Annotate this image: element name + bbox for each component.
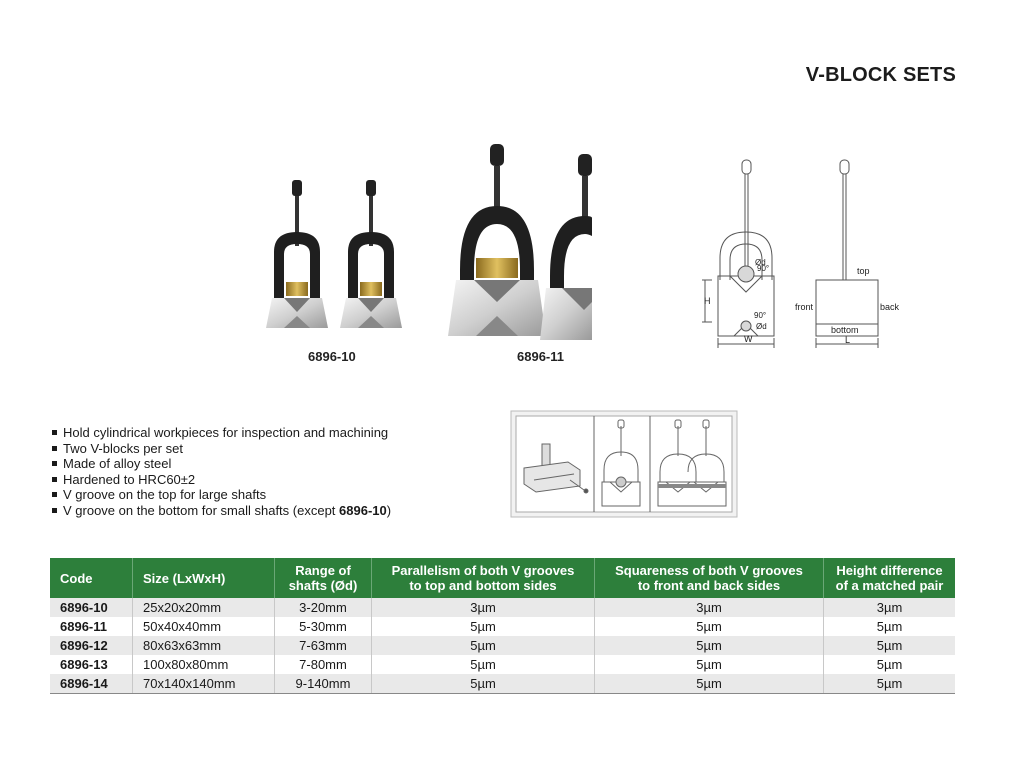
small-v-block-right [340, 180, 402, 328]
table-header-row [50, 558, 955, 598]
label-angle-bottom: 90° [754, 311, 767, 320]
header-height-diff: Height difference of a matched pair [824, 558, 956, 598]
cell-parallelism: 5µm [372, 674, 595, 694]
bullet-icon [52, 477, 57, 482]
table-row [50, 674, 955, 694]
table-row [50, 598, 955, 617]
cell-squareness: 5µm [595, 655, 824, 674]
cell-size: 25x20x20mm [133, 598, 275, 617]
cell-parallelism: 5µm [372, 636, 595, 655]
cell-height-diff: 5µm [824, 655, 956, 674]
label-h: H [704, 296, 711, 306]
feature-item: Hold cylindrical workpieces for inspection and machining [52, 425, 391, 441]
cell-size: 50x40x40mm [133, 617, 275, 636]
cell-range: 3-20mm [275, 598, 372, 617]
spec-table [50, 558, 955, 694]
page-title: V-BLOCK SETS [805, 64, 956, 86]
table-row [50, 636, 955, 655]
product-photos [262, 140, 592, 380]
usage-illustration [510, 410, 738, 518]
cell-code: 6896-10 [50, 598, 133, 617]
feature-item: Hardened to HRC60±2 [52, 472, 391, 488]
bullet-icon [52, 446, 57, 451]
header-range: Range of shafts (Ød) [275, 558, 372, 598]
feature-item: V groove on the top for large shafts [52, 487, 391, 503]
label-bottom: bottom [831, 325, 859, 335]
header-squareness: Squareness of both V grooves to front and back sides [595, 558, 824, 598]
cell-parallelism: 5µm [372, 655, 595, 674]
label-d-top: Ød [755, 258, 766, 267]
header-parallelism: Parallelism of both V grooves to top and bottom sides [372, 558, 595, 598]
cell-squareness: 5µm [595, 617, 824, 636]
label-front: front [795, 302, 814, 312]
feature-item: Two V-blocks per set [52, 441, 391, 457]
caption-6896-11: 6896-11 [517, 349, 564, 364]
bullet-icon [52, 492, 57, 497]
cell-squareness: 3µm [595, 598, 824, 617]
bullet-icon [52, 508, 57, 513]
cell-range: 7-80mm [275, 655, 372, 674]
header-size: Size (LxWxH) [133, 558, 275, 598]
cell-size: 80x63x63mm [133, 636, 275, 655]
cell-parallelism: 5µm [372, 617, 595, 636]
cell-code: 6896-12 [50, 636, 133, 655]
cell-code: 6896-11 [50, 617, 133, 636]
label-back: back [880, 302, 900, 312]
feature-list [52, 425, 391, 519]
cell-parallelism: 3µm [372, 598, 595, 617]
header-code: Code [50, 558, 133, 598]
label-w: W [744, 334, 753, 344]
dimension-diagram [700, 150, 920, 360]
small-v-block-left [266, 180, 328, 328]
cell-range: 9-140mm [275, 674, 372, 694]
cell-range: 5-30mm [275, 617, 372, 636]
label-angle-top: 90° [757, 264, 770, 273]
v-block-product-image [262, 140, 592, 380]
label-top: top [857, 266, 870, 276]
feature-item: V groove on the bottom for small shafts (except 6896-10) [52, 503, 391, 519]
label-l: L [845, 335, 851, 345]
large-v-block-right [540, 154, 592, 340]
table-row [50, 617, 955, 636]
feature-item: Made of alloy steel [52, 456, 391, 472]
cell-code: 6896-13 [50, 655, 133, 674]
table-row [50, 655, 955, 674]
cell-height-diff: 5µm [824, 617, 956, 636]
cell-squareness: 5µm [595, 674, 824, 694]
cell-height-diff: 3µm [824, 598, 956, 617]
cell-code: 6896-14 [50, 674, 133, 694]
cell-range: 7-63mm [275, 636, 372, 655]
cell-size: 100x80x80mm [133, 655, 275, 674]
bullet-icon [52, 461, 57, 466]
cell-height-diff: 5µm [824, 674, 956, 694]
cell-squareness: 5µm [595, 636, 824, 655]
caption-6896-10: 6896-10 [308, 349, 356, 364]
label-d-bottom: Ød [756, 322, 767, 331]
bullet-icon [52, 430, 57, 435]
large-v-block-left [448, 144, 546, 336]
cell-height-diff: 5µm [824, 636, 956, 655]
cell-size: 70x140x140mm [133, 674, 275, 694]
